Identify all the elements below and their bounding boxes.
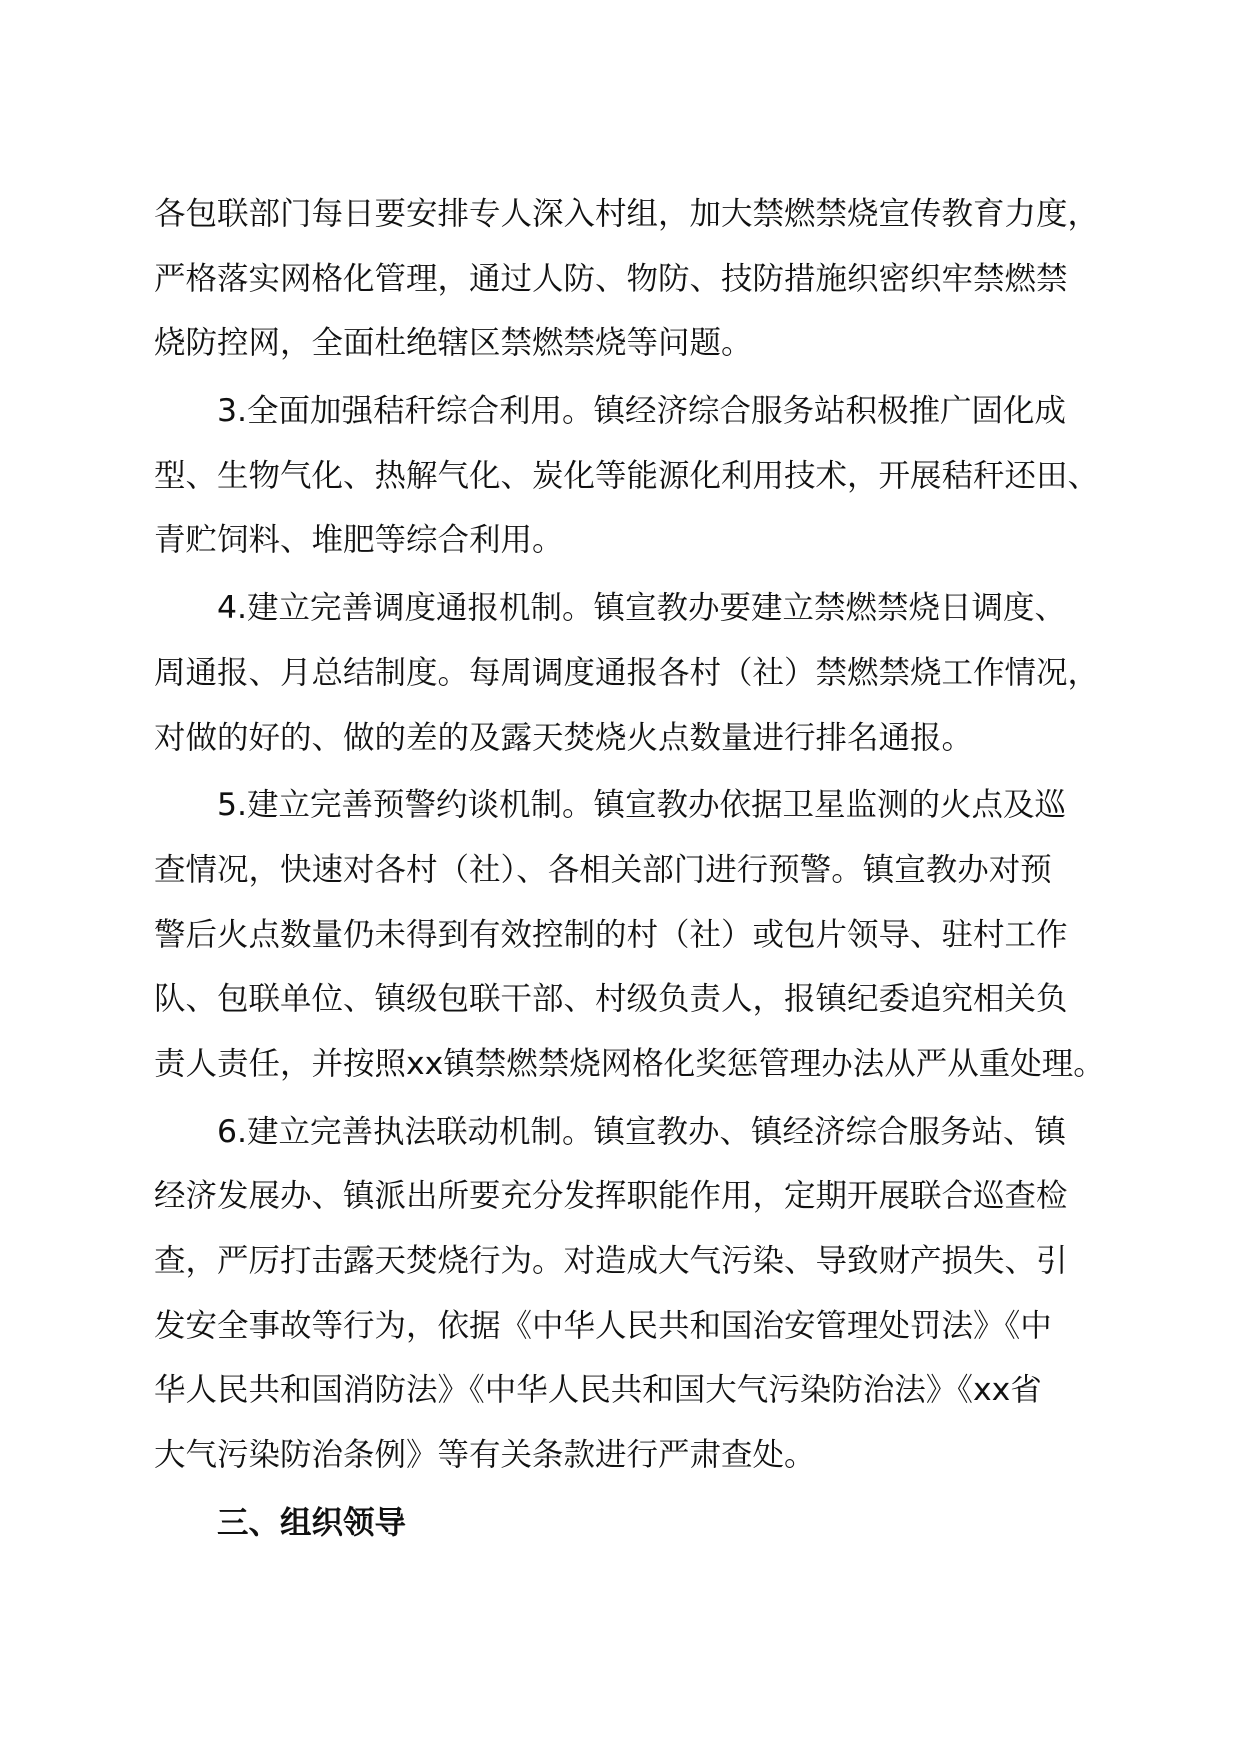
paragraph-line: 责人责任，并按照xx镇禁燃禁烧网格化奖惩管理办法从严从重处理。 <box>154 1045 1105 1082</box>
paragraph <box>154 1100 1114 1488</box>
paragraph <box>154 182 1114 376</box>
paragraph <box>154 576 1114 770</box>
paragraph-line: 各包联部门每日要安排专人深入村组，加大禁燃禁烧宣传教育力度， <box>154 196 1100 232</box>
paragraph-line: 经济发展办、镇派出所要充分发挥职能作用，定期开展联合巡查检 <box>154 1178 1068 1215</box>
paragraph-line: 发安全事故等行为，依据《中华人民共和国治安管理处罚法》《中 <box>154 1307 1052 1344</box>
paragraph-line: 型、生物气化、热解气化、炭化等能源化利用技术，开展秸秆还田、 <box>154 457 1100 494</box>
section-heading-text: 三、组织领导 <box>217 1504 407 1541</box>
paragraph-line: 查情况，快速对各村（社）、各相关部门进行预警。镇宣教办对预 <box>154 851 1052 888</box>
paragraph-line: 3.全面加强秸秆综合利用。镇经济综合服务站积极推广固化成 <box>217 393 1067 430</box>
paragraph-line: 严格落实网格化管理，通过人防、物防、技防措施织密织牢禁燃禁 <box>154 260 1068 297</box>
document-page <box>154 182 1114 1558</box>
paragraph-line: 华人民共和国消防法》《中华人民共和国大气污染防治法》《xx省 <box>154 1372 1042 1409</box>
paragraph-line: 大气污染防治条例》等有关条款进行严肃查处。 <box>154 1437 816 1474</box>
paragraph-line: 警后火点数量仍未得到有效控制的村（社）或包片领导、驻村工作 <box>154 916 1068 953</box>
paragraph-line: 队、包联单位、镇级包联干部、村级负责人，报镇纪委追究相关负 <box>154 981 1068 1018</box>
paragraph-line: 6.建立完善执法联动机制。镇宣教办、镇经济综合服务站、镇 <box>217 1113 1067 1150</box>
paragraph-line: 青贮饲料、堆肥等综合利用。 <box>154 522 564 559</box>
section-heading <box>154 1491 1114 1556</box>
paragraph-line: 查，严厉打击露天焚烧行为。对造成大气污染、导致财产损失、引 <box>154 1243 1068 1279</box>
paragraph-line: 4.建立完善调度通报机制。镇宣教办要建立禁燃禁烧日调度、 <box>217 590 1067 627</box>
paragraph-line: 5.建立完善预警约谈机制。镇宣教办依据卫星监测的火点及巡 <box>217 787 1067 824</box>
paragraph <box>154 379 1114 573</box>
paragraph <box>154 773 1114 1096</box>
paragraph-line: 对做的好的、做的差的及露天焚烧火点数量进行排名通报。 <box>154 719 974 756</box>
paragraph-line: 烧防控网，全面杜绝辖区禁燃禁烧等问题。 <box>154 325 753 362</box>
paragraph-line: 周通报、月总结制度。每周调度通报各村（社）禁燃禁烧工作情况， <box>154 654 1100 691</box>
